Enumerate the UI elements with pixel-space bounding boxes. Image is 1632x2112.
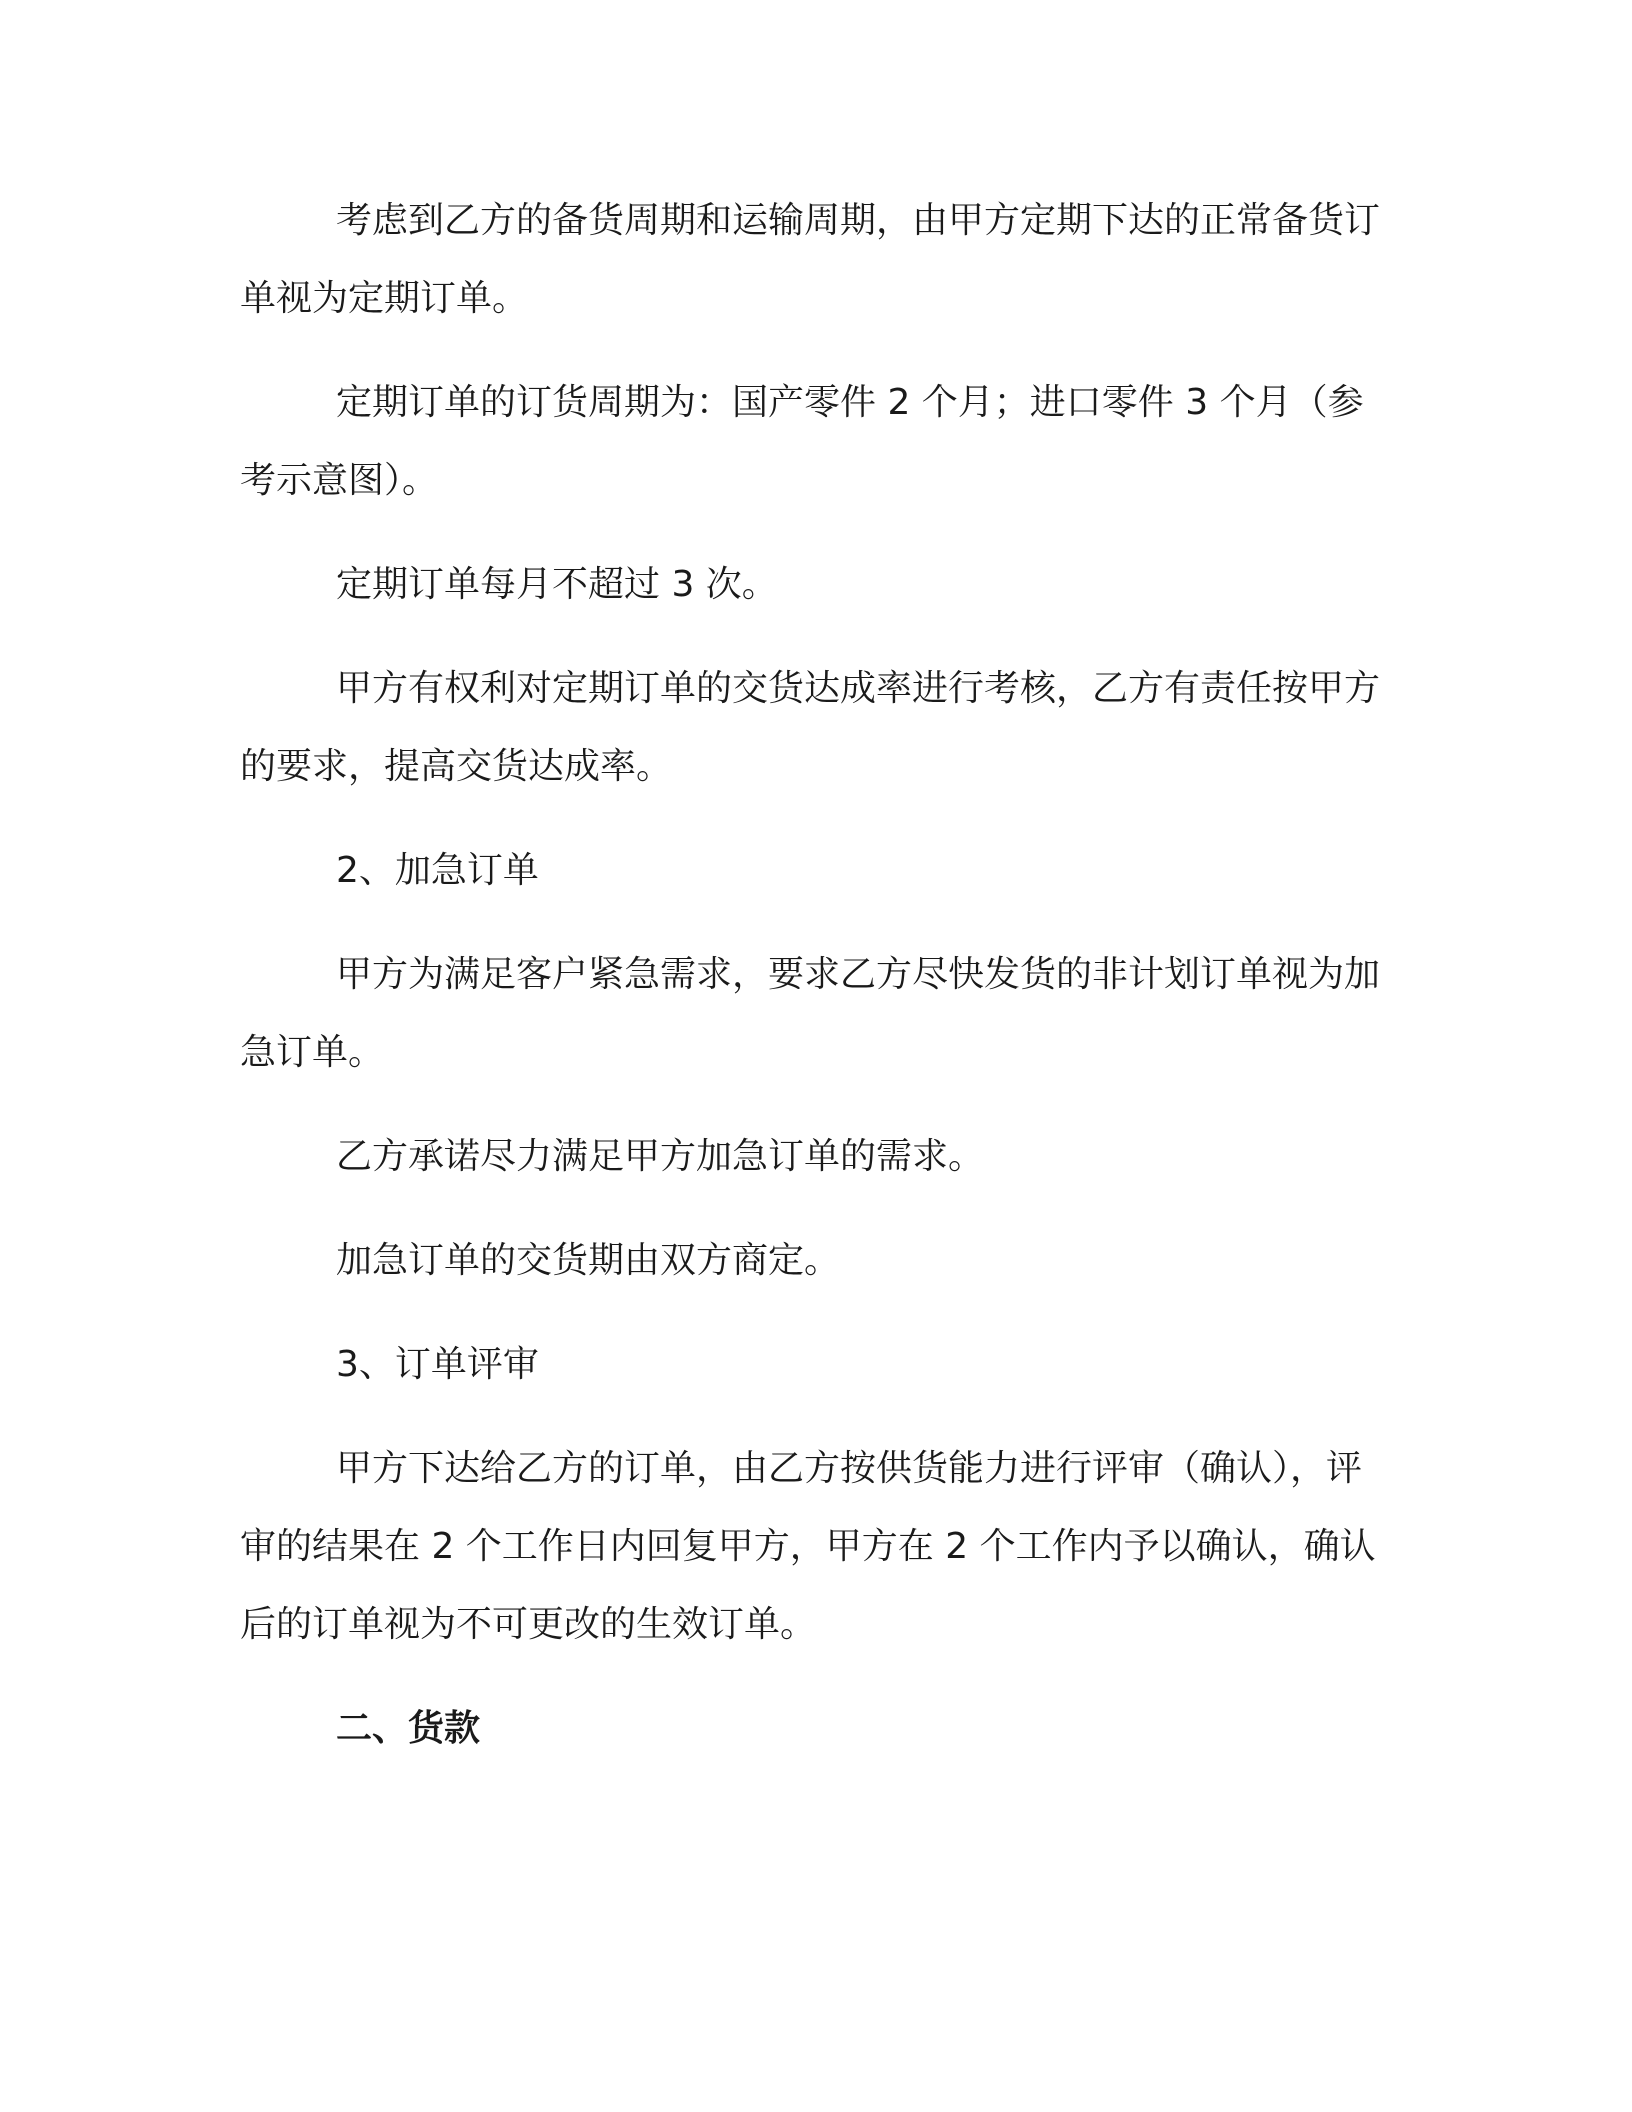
paragraph-order-review: 甲方下达给乙方的订单，由乙方按供货能力进行评审（确认），评审的结果在 2 个工作日内回复甲方，甲方在 2 个工作内予以确认，确认后的订单视为不可更改的生效订单。: [240, 1448, 1376, 1645]
paragraph-regular-order-definition: 考虑到乙方的备货周期和运输周期，由甲方定期下达的正常备货订单视为定期订单。: [240, 200, 1381, 319]
section-heading-order-review: 3、订单评审: [336, 1344, 539, 1385]
paragraph-order-cycle: 定期订单的订货周期为：国产零件 2 个月；进口零件 3 个月（参考示意图）。: [240, 382, 1364, 501]
paragraph-urgent-order-definition: 甲方为满足客户紧急需求，要求乙方尽快发货的非计划订单视为加急订单。: [240, 954, 1381, 1073]
paragraph-urgent-order-delivery: 加急订单的交货期由双方商定。: [336, 1240, 841, 1281]
section-heading-urgent-order: 2、加急订单: [336, 850, 539, 891]
document-body: [240, 182, 1380, 1794]
paragraph-delivery-assessment: 甲方有权利对定期订单的交货达成率进行考核，乙方有责任按甲方的要求，提高交货达成率。: [240, 668, 1381, 787]
paragraph-monthly-limit: 定期订单每月不超过 3 次。: [336, 564, 778, 605]
section-heading-payment: 二、货款: [336, 1708, 481, 1749]
paragraph-urgent-order-commitment: 乙方承诺尽力满足甲方加急订单的需求。: [336, 1136, 985, 1177]
